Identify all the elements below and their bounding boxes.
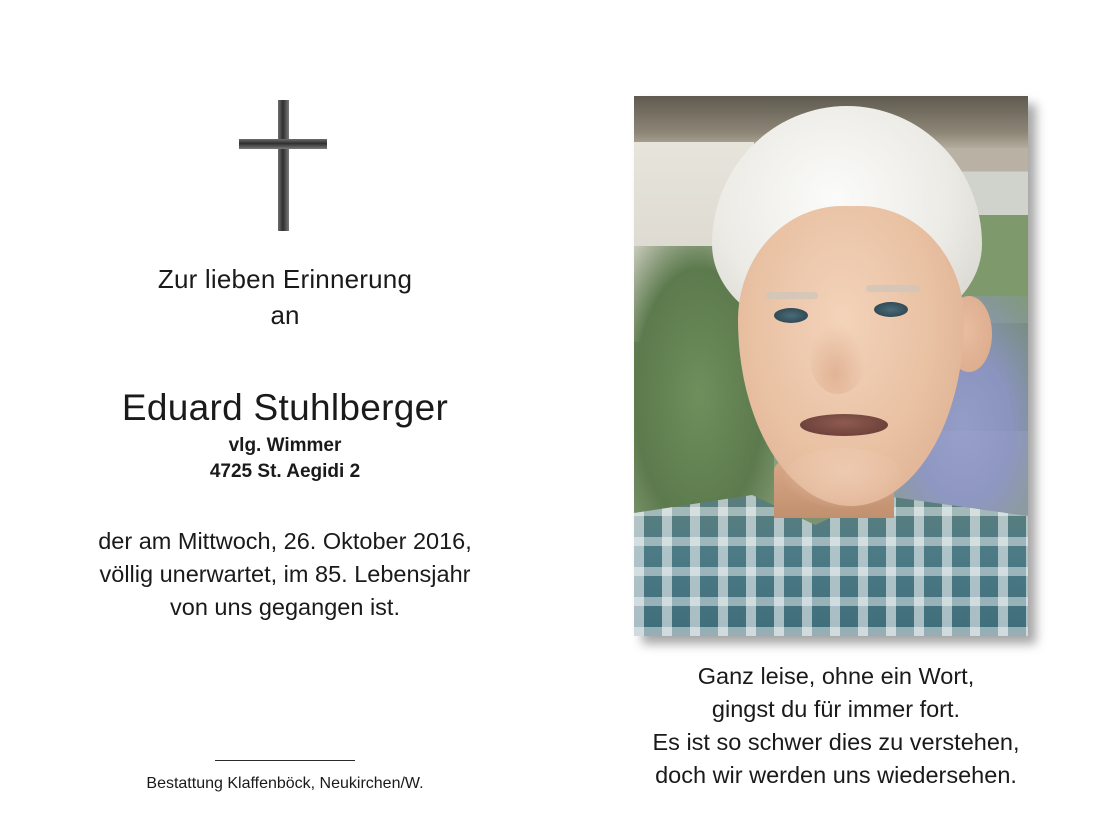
death-details	[0, 525, 570, 624]
name-block	[0, 385, 570, 485]
photo-eyebrow-left	[766, 292, 818, 299]
verse-line-1: Ganz leise, ohne ein Wort,	[697, 663, 975, 689]
footer-block	[0, 760, 570, 795]
verse-block	[570, 660, 1102, 792]
photo-mouth	[800, 414, 888, 436]
photo-eye-right	[874, 302, 908, 317]
death-line-2: völlig unerwartet, im 85. Lebensjahr	[99, 561, 471, 587]
funeral-home-credit: Bestattung Klaffenböck, Neukirchen/W.	[146, 775, 424, 792]
right-column	[570, 0, 1102, 827]
photo-eye-left	[774, 308, 808, 323]
deceased-name: Eduard Stuhlberger	[121, 387, 449, 428]
portrait-photo	[634, 96, 1028, 636]
christian-cross-icon	[237, 98, 337, 233]
death-line-3: von uns gegangen ist.	[170, 594, 400, 620]
intro-text	[0, 262, 570, 332]
death-line-1: der am Mittwoch, 26. Oktober 2016,	[98, 528, 472, 554]
intro-line-2: an	[270, 300, 300, 330]
portrait-photo-image	[634, 96, 1028, 636]
verse-line-3: Es ist so schwer dies zu verstehen,	[652, 729, 1020, 755]
intro-line-1: Zur lieben Erinnerung	[157, 264, 413, 294]
photo-eyebrow-right	[866, 285, 920, 292]
verse-line-4: doch wir werden uns wiedersehen.	[655, 762, 1017, 788]
deceased-nickname: vlg. Wimmer	[228, 435, 342, 456]
deceased-address: 4725 St. Aegidi 2	[209, 461, 361, 482]
divider	[215, 760, 355, 761]
photo-chin	[784, 448, 904, 508]
verse-line-2: gingst du für immer fort.	[711, 696, 961, 722]
photo-nose	[810, 324, 866, 394]
